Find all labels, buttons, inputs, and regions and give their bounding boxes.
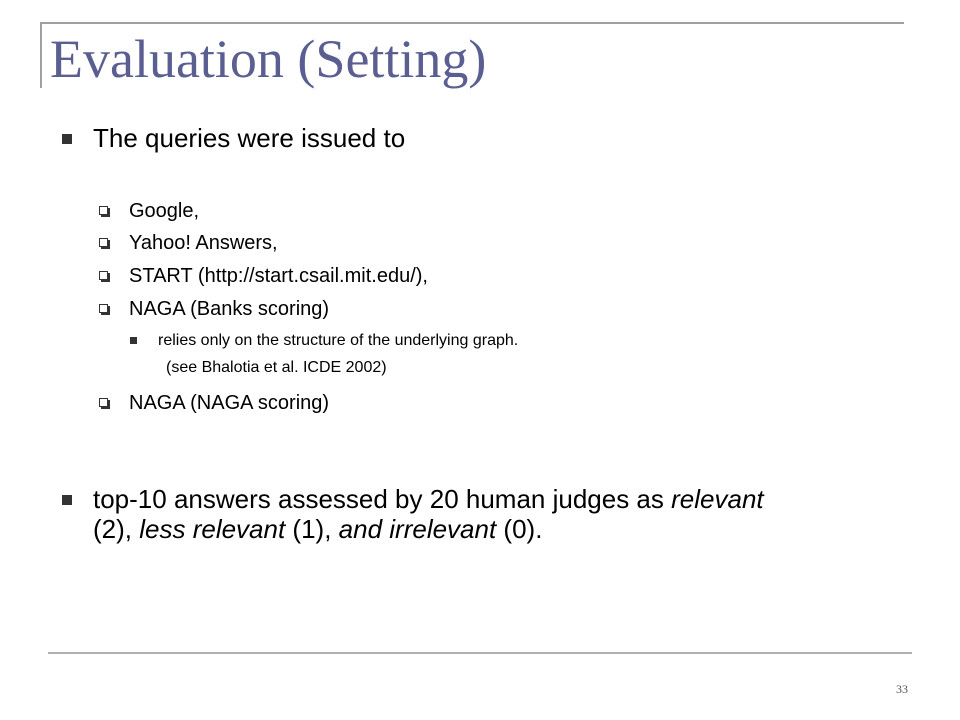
engine-item-naga-banks: NAGA (Banks scoring) — [129, 298, 330, 320]
square-bullet-icon — [130, 337, 137, 344]
title-frame-left-line — [40, 22, 42, 88]
judging-text-part2: (2), — [93, 514, 140, 544]
engine-item-start: START (http://start.csail.mit.edu/), — [129, 265, 428, 287]
judging-less-relevant: less relevant — [139, 514, 286, 544]
engine-item-google: Google, — [129, 200, 200, 222]
hollow-square-bullet-icon — [99, 304, 108, 313]
square-bullet-icon — [62, 134, 72, 144]
engine-item-yahoo-answers: Yahoo! Answers, — [129, 232, 278, 254]
judging-text-part1: top-10 answers assessed by 20 human judges as — [93, 484, 672, 514]
queries-heading: The queries were issued to — [93, 123, 406, 153]
judging-and-irrelevant: and irrelevant — [338, 514, 497, 544]
judging-text-part4: (0). — [496, 514, 543, 544]
hollow-square-bullet-icon — [99, 398, 108, 407]
judging-relevant: relevant — [671, 484, 764, 514]
judging-bullet — [93, 484, 933, 544]
title-frame-top-line — [40, 22, 904, 24]
banks-note: relies only on the structure of the underlying graph. — [158, 332, 519, 349]
page-number: 33 — [896, 682, 908, 696]
banks-citation: (see Bhalotia et al. ICDE 2002) — [166, 359, 387, 376]
judging-text-part3: (1), — [285, 514, 339, 544]
hollow-square-bullet-icon — [99, 238, 108, 247]
hollow-square-bullet-icon — [99, 206, 108, 215]
square-bullet-icon — [62, 495, 72, 505]
hollow-square-bullet-icon — [99, 271, 108, 280]
engine-item-naga-naga: NAGA (NAGA scoring) — [129, 392, 330, 414]
slide-title: Evaluation (Setting) — [50, 29, 487, 89]
footer-divider — [48, 652, 912, 654]
